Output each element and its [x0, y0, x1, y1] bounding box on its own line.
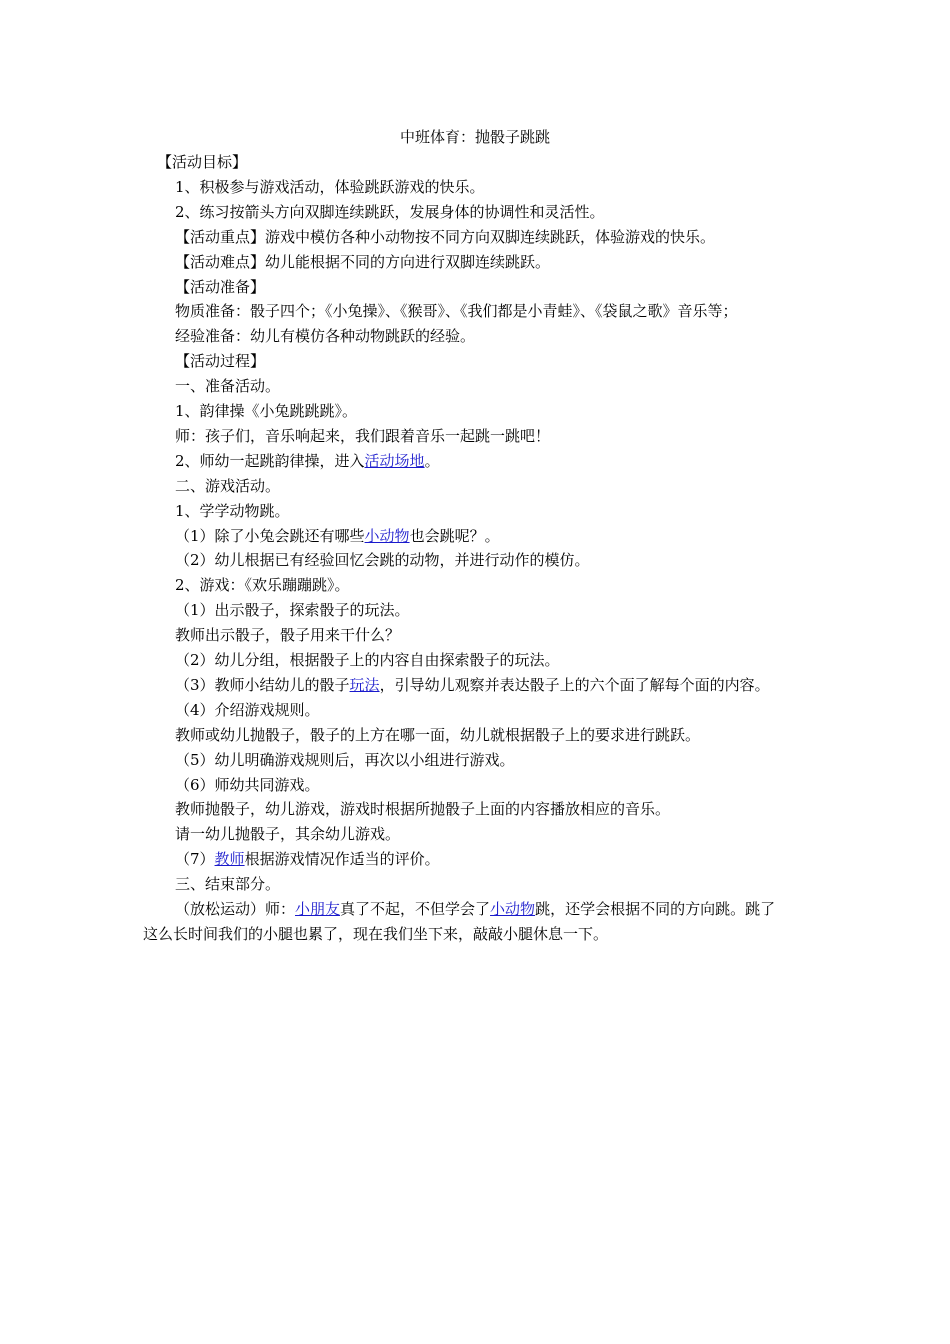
text-run: （4）介绍游戏规则。: [175, 700, 320, 719]
paragraph-line: [175, 526, 500, 546]
paragraph-line: [175, 277, 265, 297]
paragraph-line: [175, 376, 280, 396]
text-run: 【活动过程】: [175, 352, 266, 371]
text-run: 经验准备：幼儿有模仿各种动物跳跃的经验。: [175, 327, 476, 346]
paragraph-line: [175, 650, 560, 670]
text-run: 师：孩子们，音乐响起来，我们跟着音乐一起跳一跳吧！: [175, 426, 551, 445]
hyperlink[interactable]: 小朋友: [295, 900, 341, 918]
text-run: （1）除了小兔会跳还有哪些: [175, 526, 365, 545]
text-run: 请一幼儿抛骰子，其余幼儿游戏。: [175, 825, 401, 844]
paragraph-line: [175, 252, 550, 272]
paragraph-line: [175, 750, 515, 770]
paragraph-line: [143, 924, 608, 944]
text-run: （3）教师小结幼儿的骰子: [175, 675, 350, 694]
text-run: 根据游戏情况作适当的评价。: [244, 850, 440, 869]
text-run: 一、准备活动。: [175, 377, 281, 396]
paragraph-line: [175, 799, 670, 819]
text-run: 物质准备：骰子四个；《小兔操》、《猴哥》、《我们都是小青蛙》、《袋鼠之歌》音乐等；: [175, 302, 738, 321]
paragraph-line: [175, 501, 290, 521]
text-run: 这么长时间我们的小腿也累了，现在我们坐下来，敲敲小腿休息一下。: [143, 924, 609, 943]
paragraph-line: [175, 451, 440, 471]
text-run: 二、游戏活动。: [175, 476, 281, 495]
paragraph-line: [175, 401, 357, 421]
text-run: 。: [424, 451, 440, 470]
paragraph-line: [175, 675, 770, 695]
hyperlink[interactable]: 小动物: [364, 526, 410, 545]
text-run: （2）幼儿分组，根据骰子上的内容自由探索骰子的玩法。: [175, 651, 560, 669]
paragraph-line: [175, 326, 475, 346]
hyperlink[interactable]: 小动物: [490, 900, 536, 918]
text-run: （放松运动）师：: [175, 900, 296, 918]
paragraph-line: [175, 899, 775, 919]
paragraph-line: [175, 476, 280, 496]
text-run: （6）师幼共同游戏。: [175, 775, 320, 794]
paragraph-line: [175, 849, 440, 869]
text-run: 真了不起，不但学会了: [340, 900, 491, 918]
paragraph-line: [175, 227, 715, 247]
paragraph-line: [175, 625, 400, 645]
paragraph-line: [175, 351, 265, 371]
paragraph-line: [175, 700, 320, 720]
document-title: 中班体育：抛骰子跳跳: [399, 128, 550, 146]
text-run: 【活动重点】游戏中模仿各种小动物按不同方向双脚连续跳跃，体验游戏的快乐。: [175, 227, 716, 246]
text-run: 1、学学动物跳。: [175, 501, 290, 520]
paragraph-line: [175, 725, 700, 745]
paragraph-line: [175, 426, 550, 446]
text-run: 教师或幼儿抛骰子，骰子的上方在哪一面，幼儿就根据骰子上的要求进行跳跃。: [175, 725, 701, 744]
text-run: 三、结束部分。: [175, 875, 281, 894]
paragraph-line: [175, 202, 605, 222]
text-run: ，引导幼儿观察并表达骰子上的六个面了解每个面的内容。: [379, 675, 770, 694]
text-run: 【活动目标】: [157, 153, 248, 171]
text-run: 教师出示骰子，骰子用来干什么？: [175, 626, 401, 645]
hyperlink[interactable]: 教师: [214, 850, 245, 869]
text-run: 跳，还学会根据不同的方向跳。跳了: [535, 900, 776, 918]
paragraph-line: [175, 600, 410, 620]
text-run: 1、积极参与游戏活动，体验跳跃游戏的快乐。: [175, 177, 485, 196]
text-run: 2、游戏：《欢乐蹦蹦跳》。: [175, 576, 350, 595]
text-run: （2）幼儿根据已有经验回忆会跳的动物，并进行动作的模仿。: [175, 551, 590, 570]
text-run: 也会跳呢？。: [409, 526, 500, 545]
paragraph-line: [175, 177, 485, 197]
paragraph-line: [157, 152, 247, 172]
paragraph-line: [175, 874, 280, 894]
paragraph-line: [175, 550, 590, 570]
text-run: 1、韵律操《小兔跳跳跳》。: [175, 402, 358, 420]
text-run: （1）出示骰子，探索骰子的玩法。: [175, 601, 410, 620]
hyperlink[interactable]: 玩法: [349, 675, 380, 694]
text-run: 教师抛骰子，幼儿游戏，游戏时根据所抛骰子上面的内容播放相应的音乐。: [175, 800, 671, 819]
paragraph-line: [175, 824, 400, 844]
text-run: 【活动难点】幼儿能根据不同的方向进行双脚连续跳跃。: [175, 252, 551, 271]
hyperlink[interactable]: 活动场地: [364, 451, 425, 470]
text-run: 2、练习按箭头方向双脚连续跳跃，发展身体的协调性和灵活性。: [175, 202, 605, 221]
text-run: 2、师幼一起跳韵律操，进入: [175, 451, 365, 470]
paragraph-line: [175, 301, 738, 321]
paragraph-line: [175, 575, 350, 595]
text-run: （7）: [175, 850, 215, 869]
paragraph-line: [175, 775, 320, 795]
text-run: 【活动准备】: [175, 277, 266, 296]
text-run: （5）幼儿明确游戏规则后，再次以小组进行游戏。: [175, 750, 515, 769]
